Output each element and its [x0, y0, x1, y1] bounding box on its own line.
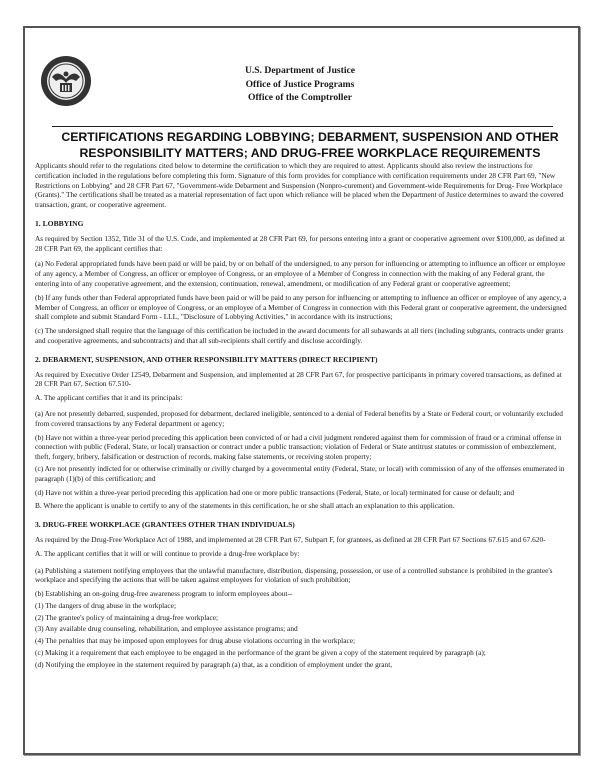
agency-line: Office of Justice Programs [245, 78, 355, 90]
document-body [35, 161, 568, 674]
paragraph: (d) Notifying the employee in the statement required by paragraph (a) that, as a condition of employment under the grant, [35, 659, 393, 669]
paragraph: (c) Are not presently indicted for or otherwise criminally or civilly charged by a governmental entity (Federal, State, or local) with commission of any of the offenses enumerated in paragraph (1)(b) of this certification; and [35, 463, 565, 483]
title-line: RESPONSIBILITY MATTERS; AND DRUG-FREE WORKPLACE REQUIREMENTS [79, 146, 541, 160]
paragraph: (a) No Federal appropriated funds have been paid or will be paid, by or on behalf of the undersigned, to any person for influencing or attempting to influence an officer or employee of any agency, a Member of Congress, an officer or employee of Congress, or an employee of a Member of Congress in connection with the making of any Federal grant, the entering into of any cooperative agreement, and the extension, continuation, renewal, amendment, or modification of any Federal grant or cooperative agreement; [35, 259, 566, 288]
paragraph: (b) If any funds other than Federal appropriated funds have been paid or will be paid to any person for influencing or attempting to influence an officer or employee of any agency, a Member of Congress, an officer or employee of Congress, or an employee of a Member of Congress in connection with this Federal grant or cooperative agreement, the undersigned shall complete and submit Standard Form - LLL, "Disclosure of Lobbying Activities," in accordance with its instructions; [35, 292, 567, 322]
paragraph: A. The applicant certifies that it will or will continue to provide a drug-free workplace by: [35, 548, 300, 558]
paragraph: (c) The undersigned shall require that the language of this certification be included in the award documents for all subawards at all tiers (including subgrants, contracts under grants and cooperative agreements, and subcontracts) and that all sub-recipients shall certify and disclose accordingly. [35, 326, 564, 345]
paragraph: (1) The dangers of drug abuse in the workplace; [35, 600, 176, 610]
paragraph: (3) Any available drug counseling, rehabilitation, and employee assistance programs; and [35, 624, 298, 634]
paragraph: (b) Have not within a three-year period preceding this application been convicted of or had a civil judgment rendered against them for commission of fraud or a criminal offense in connection with public (Federal, State, or local) transaction or contract under a public transaction; violation of Federal or State antitrust statutes or commission of embezzlement, theft, forgery, bribery, falsification or destruction of records, making false statements, or receiving stolen property; [35, 432, 562, 462]
title-line: CERTIFICATIONS REGARDING LOBBYING; DEBARMENT, SUSPENSION AND OTHER [61, 130, 559, 144]
header-divider [52, 126, 553, 127]
paragraph: As required by Section 1352, Title 31 of the U.S. Code, and implemented at 28 CFR Part 69, for persons entering into a grant or cooperative agreement over $100,000, as defined at 28 CFR Part 69, the applicant certifies that: [35, 233, 565, 253]
agency-line: U.S. Department of Justice [244, 65, 356, 76]
section-heading-lobbying: 1. LOBBYING [35, 218, 84, 228]
paragraph: (2) The grantee's policy of maintaining a drug-free workplace; [35, 612, 219, 622]
paragraph: (c) Making it a requirement that each employee to be engaged in the performance of the grant be given a copy of the statement required by paragraph (a); [35, 648, 486, 658]
paragraph: A. The applicant certifies that it and its principals: [35, 393, 183, 403]
agency-line: Office of the Comptroller [248, 92, 352, 103]
intro-paragraph: Applicants should refer to the regulations cited below to determine the certification to which they are required to attest. Applicants should also review the instructions for certification included in the regulations before completing this form. Signature of this form provides for compliance with certification requirements under 28 CFR Part 69, "New Restrictions on Lobbying" and 28 CFR Part 67, "Government-wide Debarment and Suspension (Nonpro-curement) and Government-wide Requirements for Drug- Free Workplace (Grants)." The certifications shall be treated as a material representation of fact upon which reliance will be placed when the Department of Justice determines to award the covered transaction, grant, or cooperative agreement. [35, 161, 564, 210]
paragraph: As required by the Drug-Free Workplace Act of 1988, and implemented at 28 CFR Part 67, Subpart F, for grantees, as defined at 28 CFR Part 67 Sections 67.615 and 67.620- [35, 534, 546, 544]
paragraph: As required by Executive Order 12549, Debarment and Suspension, and implemented at 28 CFR Part 67, for prospective participants in primary covered transactions, as defined at 28 CFR Part 67, Section 67.510- [35, 369, 562, 389]
paragraph: (a) Are not presently debarred, suspended, proposed for debarment, declared ineligible, sentenced to a denial of Federal benefits by a State or Federal court, or voluntarily excluded from covered transactions by any Federal department or agency; [35, 408, 563, 428]
section-heading-debarment: 2. DEBARMENT, SUSPENSION, AND OTHER RESPONSIBILITY MATTERS (DIRECT RECIPIENT) [35, 354, 378, 364]
section-heading-drug-free: 3. DRUG-FREE WORKPLACE (GRANTEES OTHER THAN INDIVIDUALS) [35, 520, 295, 530]
agency-header [0, 64, 600, 105]
paragraph: B. Where the applicant is unable to certify to any of the statements in this certification, he or she shall attach an explanation to this application. [35, 501, 455, 511]
paragraph: (a) Publishing a statement notifying employees that the unlawful manufacture, distribution, dispensing, possession, or use of a controlled substance is prohibited in the grantee's workplace and specifying the actions that will be taken against employees for violation of such prohibition; [35, 565, 553, 585]
document-title [60, 129, 560, 161]
paragraph: (b) Establishing an on-going drug-free awareness program to inform employees about-- [35, 589, 293, 599]
paragraph: (4) The penalties that may be imposed upon employees for drug abuse violations occurring in the workplace; [35, 636, 356, 646]
paragraph: (d) Have not within a three-year period preceding this application had one or more public transactions (Federal, State, or local) terminated for cause or default; and [35, 487, 515, 497]
